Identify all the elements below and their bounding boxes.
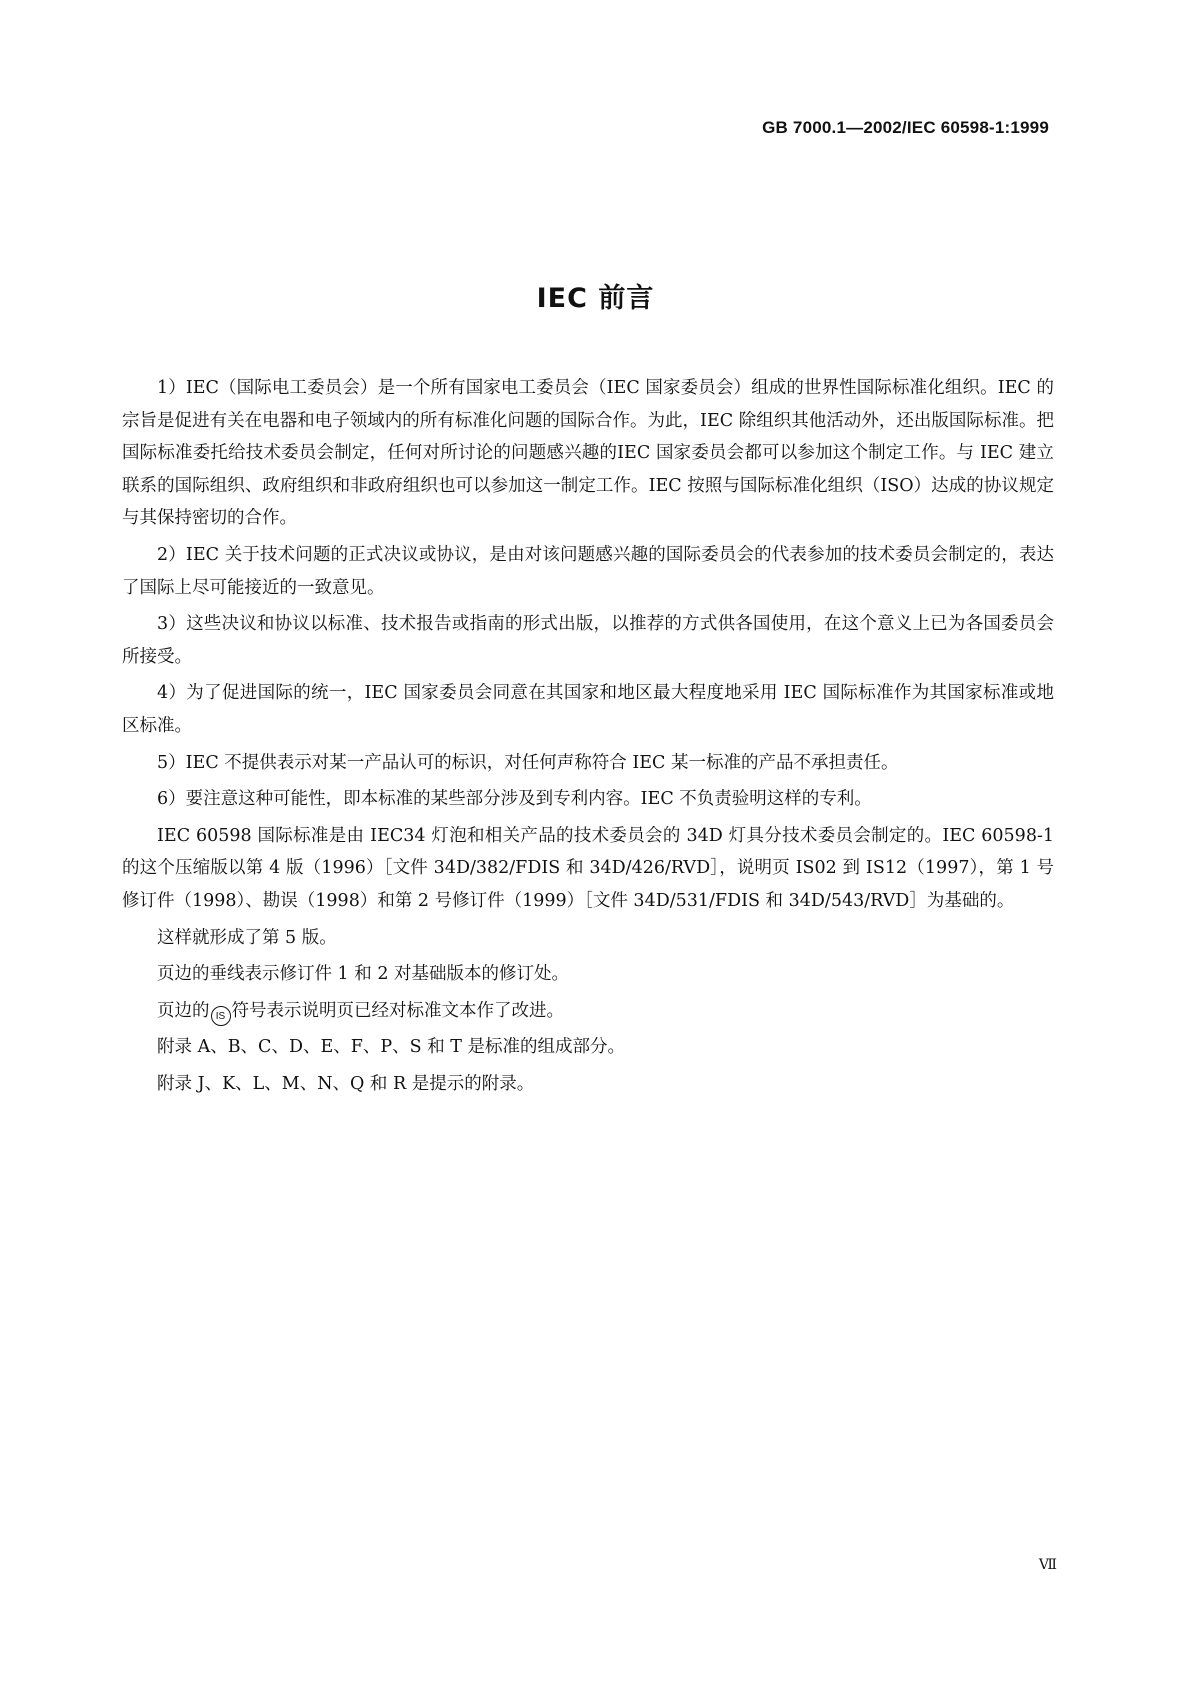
standard-number-header: GB 7000.1—2002/IEC 60598-1:1999	[762, 118, 1049, 137]
paragraph-2: 2）IEC 关于技术问题的正式决议或协议，是由对该问题感兴趣的国际委员会的代表参加的技术委员会制定的，表达了国际上尽可能接近的一致意见。	[122, 544, 1054, 598]
paragraph-4: 4）为了促进国际的统一，IEC 国家委员会同意在其国家和地区最大程度地采用 IEC 国际标准作为其国家标准或地区标准。	[122, 683, 1054, 736]
is-note-before: 页边的	[157, 1000, 210, 1021]
paragraph-vertical-line-note: 页边的垂线表示修订件 1 和 2 对基础版本的修订处。	[157, 964, 570, 985]
paragraph-edition: 这样就形成了第 5 版。	[157, 927, 337, 948]
paragraph-6: 6）要注意这种可能性，即本标准的某些部分涉及到专利内容。IEC 不负责验明这样的专利。	[157, 789, 872, 810]
page-number: Ⅶ	[1038, 1557, 1056, 1573]
paragraph-is-symbol-note	[122, 995, 1054, 1028]
is-symbol-icon: IS	[211, 1006, 231, 1026]
paragraph-3: 3）这些决议和协议以标准、技术报告或指南的形式出版，以推荐的方式供各国使用，在这个意义上已为各国委员会所接受。	[122, 614, 1054, 667]
paragraph-iec-60598: IEC 60598 国际标准是由 IEC34 灯泡和相关产品的技术委员会的 34D 灯具分技术委员会制定的。IEC 60598-1 的这个压缩版以第 4 版（1996）［文件 34D/382/FDIS 和 34D/426/RVD］，说明页 IS02 到 IS12（1997），第 1 号修订件（1998）、勘误（1998）和第 2 号修订件（1999）［文件 34D/531/FDIS 和 34D/543/RVD］为基础的。	[122, 825, 1054, 911]
is-note-after: 符号表示说明页已经对标准文本作了改进。	[231, 1000, 564, 1021]
paragraph-1: 1）IEC（国际电工委员会）是一个所有国家电工委员会（IEC 国家委员会）组成的世界性国际标准化组织。IEC 的宗旨是促进有关在电器和电子领域内的所有标准化问题的国际合作。为此，IEC 除组织其他活动外，还出版国际标准。把国际标准委托给技术委员会制定，任何对所讨论的问题感兴趣的IEC 国家委员会都可以参加这个制定工作。与 IEC 建立联系的国际组织、政府组织和非政府组织也可以参加这一制定工作。IEC 按照与国际标准化组织（ISO）达成的协议规定与其保持密切的合作。	[122, 378, 1054, 529]
paragraph-normative-annexes: 附录 A、B、C、D、E、F、P、S 和 T 是标准的组成部分。	[157, 1037, 626, 1058]
foreword-body	[122, 372, 1054, 1104]
paragraph-5: 5）IEC 不提供表示对某一产品认可的标识，对任何声称符合 IEC 某一标准的产品不承担责任。	[157, 752, 899, 773]
page-title: IEC 前言	[536, 283, 655, 314]
paragraph-informative-annexes: 附录 J、K、L、M、N、Q 和 R 是提示的附录。	[157, 1073, 535, 1094]
